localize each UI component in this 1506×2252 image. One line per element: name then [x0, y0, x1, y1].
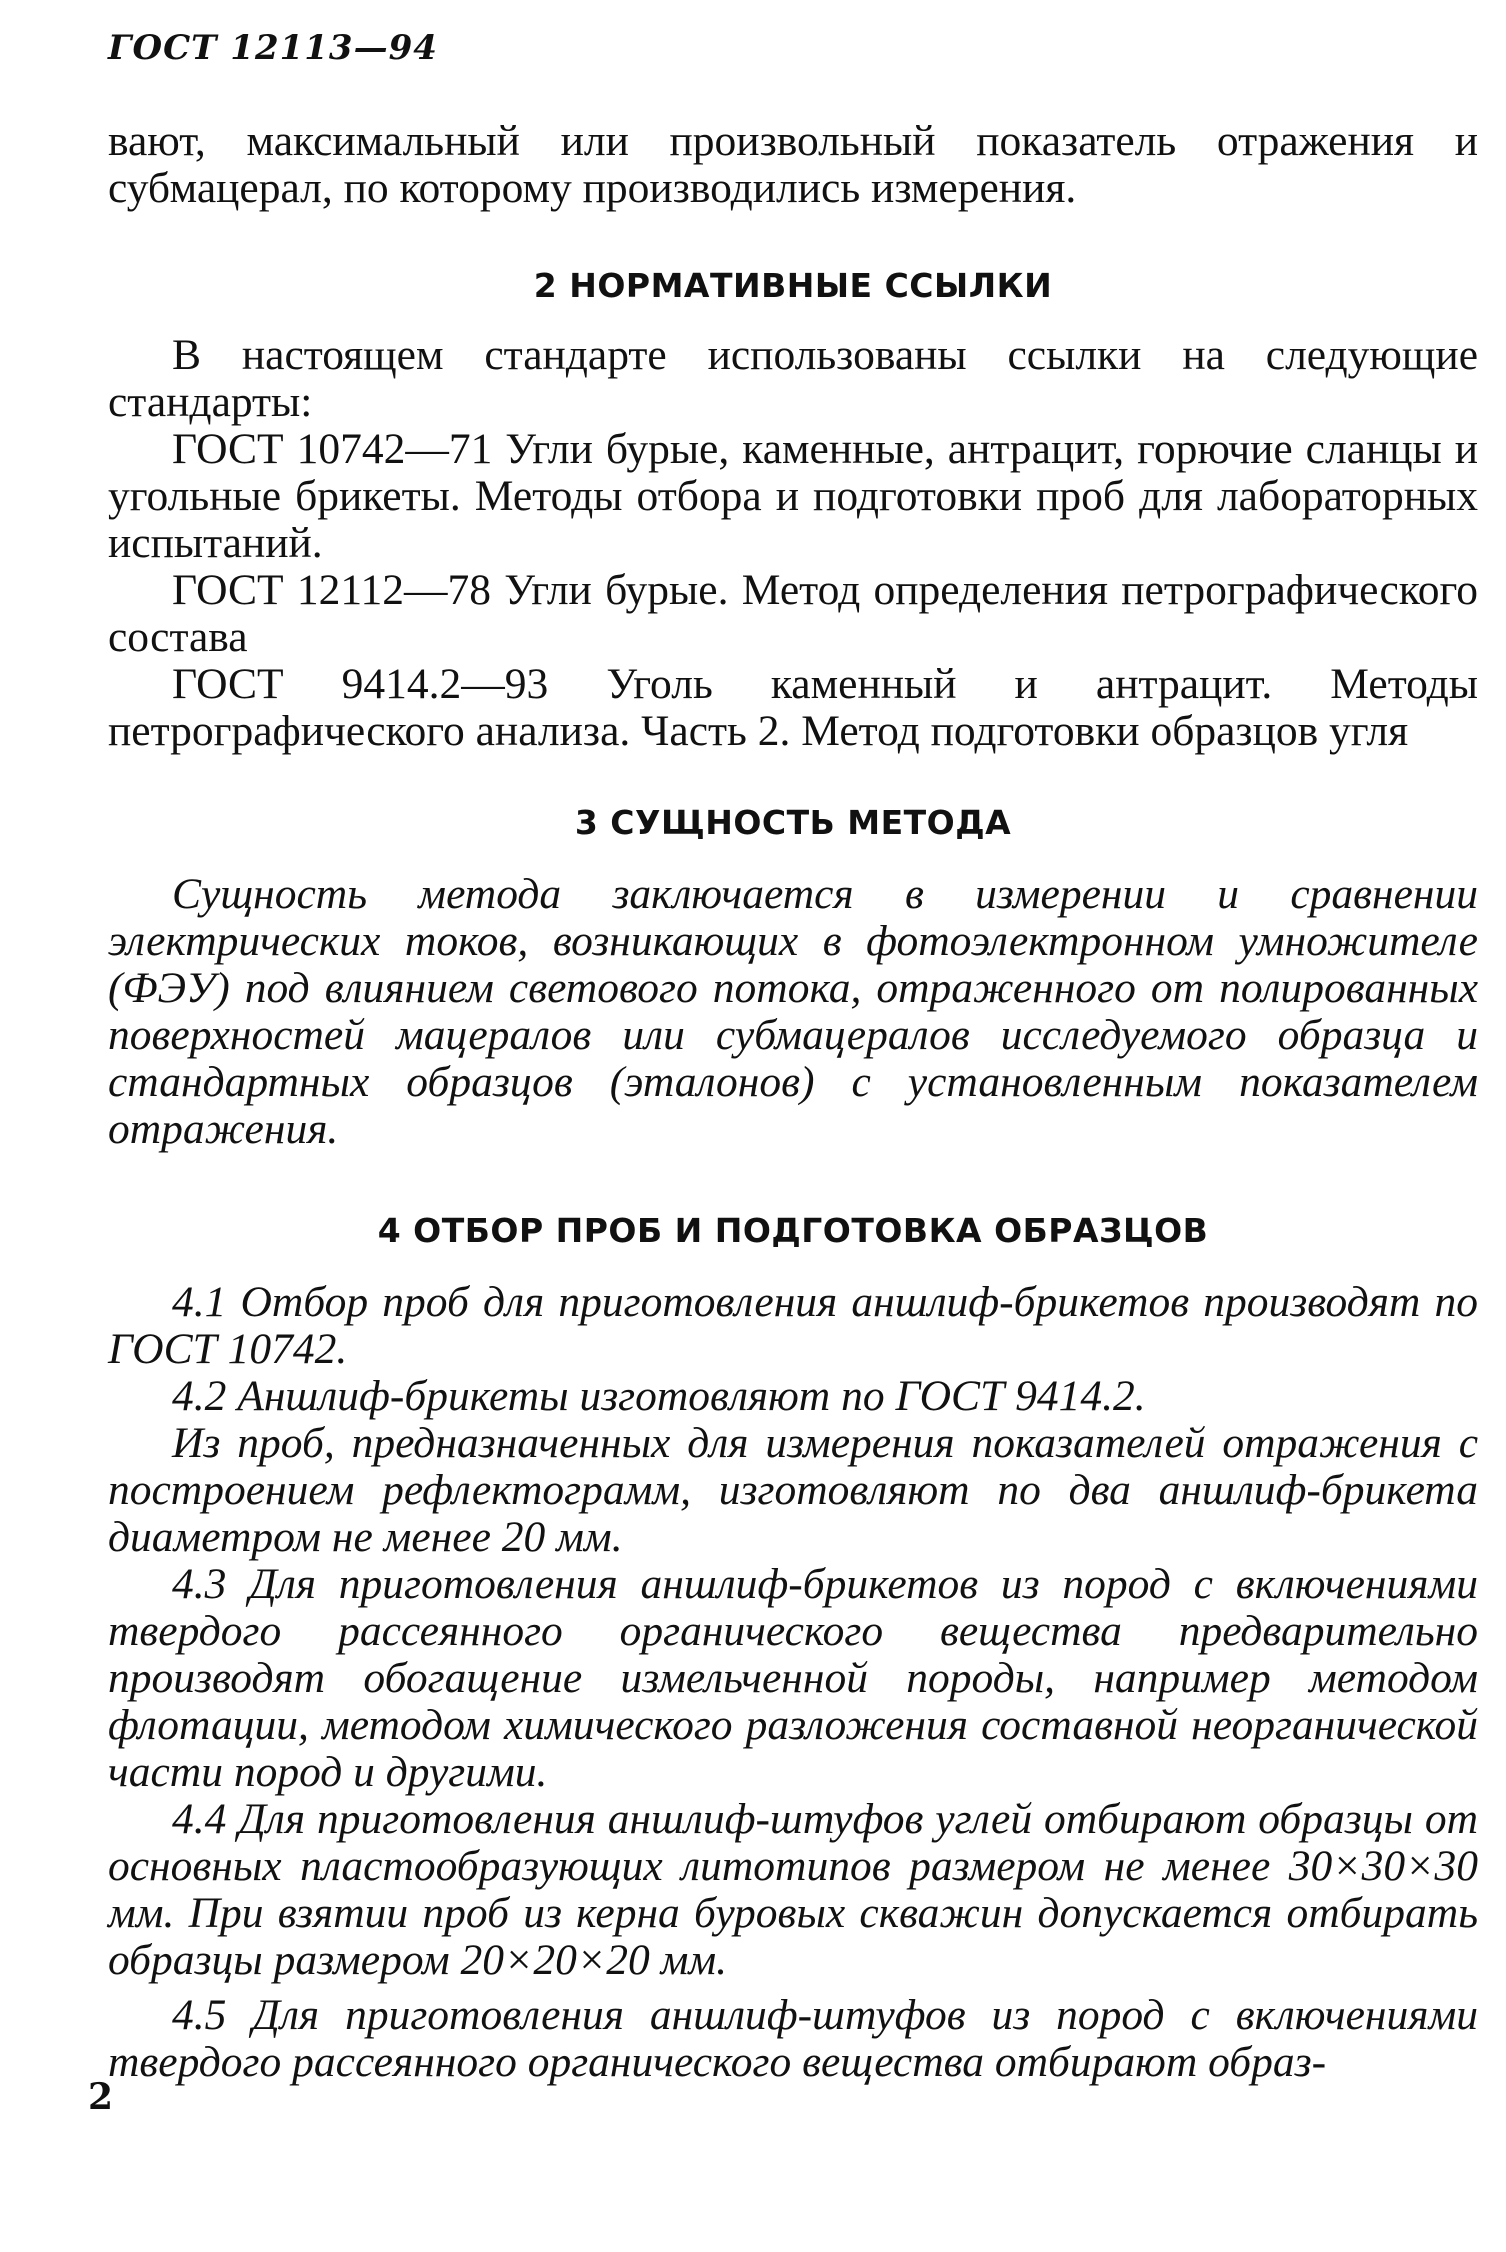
clause-4-1: 4.1 Отбор проб для приготовления аншлиф-брикетов производят по ГОСТ 10742.	[108, 1278, 1478, 1373]
continuation-paragraph: вают, максимальный или произвольный показатель отражения и субмацерал, по которому производились измерения.	[108, 117, 1478, 212]
section-3-paragraph: Сущность метода заключается в измерении и сравнении электрических токов, возникающих в фотоэлектронном умножителе (ФЭУ) под влиянием светового потока, отраженного от полированных поверхностей мацералов или субмацералов исследуемого образца и стандартных образцов (эталонов) с установленным показателем отражения.	[108, 870, 1478, 1153]
clause-4-4: 4.4 Для приготовления аншлиф-штуфов углей отбирают образцы от основных пластообразующих литотипов размером не менее 30×30×30 мм. При взятии проб из керна буровых скважин допускается отбирать образцы размером 20×20×20 мм.	[108, 1795, 1478, 1984]
reference-item: ГОСТ 9414.2—93 Уголь каменный и антрацит. Методы петрографического анализа. Часть 2. Метод подготовки образцов угля	[108, 660, 1478, 755]
section-2-heading: 2 НОРМАТИВНЫЕ ССЫЛКИ	[533, 266, 1053, 305]
clause-4-2: 4.2 Аншлиф-брикеты изготовляют по ГОСТ 9414.2.	[172, 1372, 1146, 1420]
clause-4-5: 4.5 Для приготовления аншлиф-штуфов из пород с включениями твердого рассеянного органического вещества отбирают образ-	[108, 1991, 1478, 2086]
body-text	[108, 118, 1478, 2086]
section-4-heading: 4 ОТБОР ПРОБ И ПОДГОТОВКА ОБРАЗЦОВ	[377, 1211, 1209, 1250]
clause-4-3: 4.3 Для приготовления аншлиф-брикетов из пород с включениями твердого рассеянного органического вещества предварительно производят обогащение измельченной породы, например методом флотации, методом химического разложения составной неорганической части пород и другими.	[108, 1560, 1478, 1796]
page-number: 2	[88, 2076, 114, 2118]
section-3-heading: 3 СУЩНОСТЬ МЕТОДА	[574, 803, 1012, 842]
running-header: ГОСТ 12113—94	[108, 28, 438, 68]
section-2-intro: В настоящем стандарте использованы ссылки на следующие стандарты:	[108, 331, 1478, 426]
reference-item: ГОСТ 10742—71 Угли бурые, каменные, антрацит, горючие сланцы и угольные брикеты. Методы отбора и подготовки проб для лабораторных испытаний.	[108, 425, 1478, 567]
clause-4-2-note: Из проб, предназначенных для измерения показателей отражения с построением рефлектограмм, изготовляют по два аншлиф-брикета диаметром не менее 20 мм.	[108, 1419, 1478, 1561]
reference-item: ГОСТ 12112—78 Угли бурые. Метод определения петрографического состава	[108, 566, 1478, 661]
